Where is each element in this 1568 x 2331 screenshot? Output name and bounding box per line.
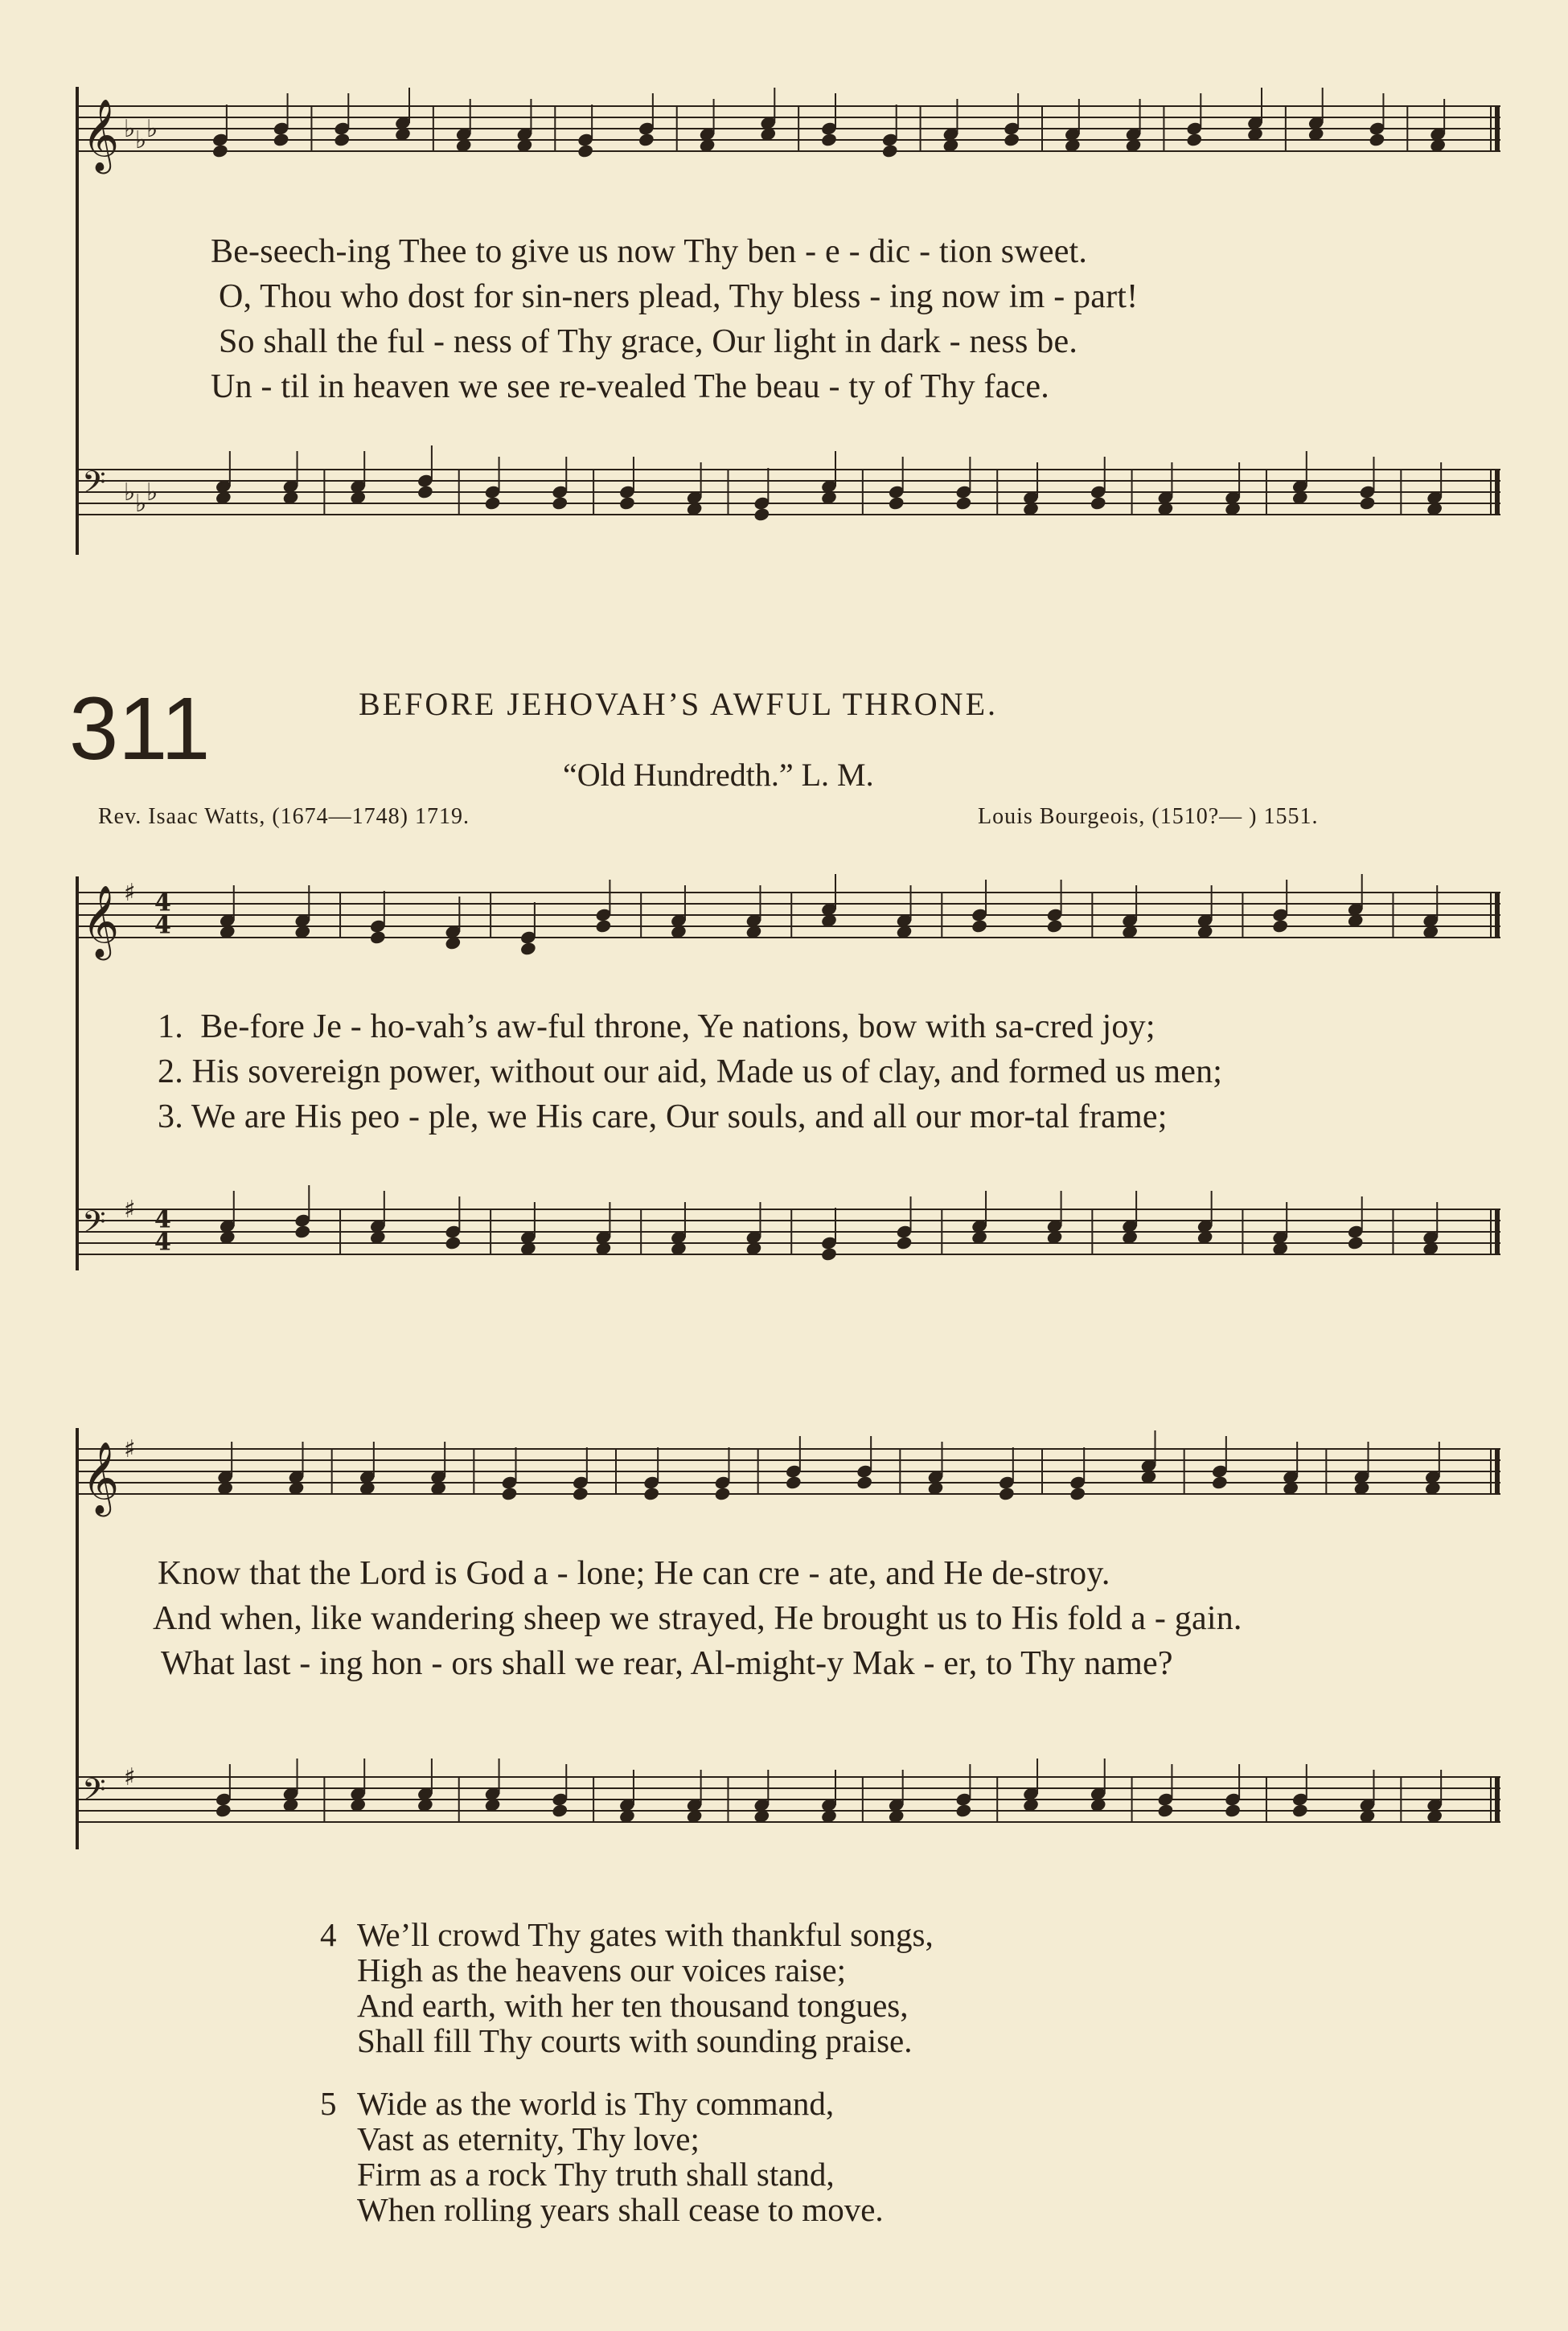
music-staff-bass [77, 466, 1500, 518]
note-head [551, 495, 569, 511]
bass-clef-icon: 𝄢 [82, 464, 106, 507]
treble-clef-icon: 𝄞 [82, 885, 120, 958]
note-head [551, 1803, 569, 1818]
staff-svg [77, 879, 1500, 958]
note-head [618, 495, 636, 511]
note-head [971, 918, 988, 934]
composer-credit: Louis Bourgeois, (1510?— ) 1551. [978, 804, 1319, 829]
note-head [1291, 1803, 1309, 1818]
note-head [445, 1235, 462, 1250]
verse-line: Wide as the world is Thy command, [357, 2085, 835, 2122]
lyric-line: What last - ing hon - ors shall we rear, Al-might-y Mak - er, to Thy name? [161, 1645, 1173, 1682]
verse-number: 5 [320, 2085, 337, 2122]
sharp-icon: ♯ [124, 1435, 136, 1463]
hymn-title: BEFORE JEHOVAH’S AWFUL THRONE. [359, 686, 998, 722]
flat-icon: ♭ [124, 115, 136, 143]
note-head [1157, 1803, 1175, 1818]
note-head [820, 132, 838, 147]
note-head [881, 143, 899, 158]
lyric-line: And when, like wandering sheep we strayed, He brought us to His fold a - gain. [153, 1600, 1242, 1637]
note-head [714, 1486, 732, 1501]
note-head [753, 507, 770, 522]
note-head [896, 1235, 913, 1250]
note-head [642, 1486, 660, 1501]
note-head [1271, 918, 1289, 934]
note-head [369, 930, 387, 945]
time-signature: 4 [154, 1205, 171, 1234]
verse-line: When rolling years shall cease to move. [357, 2191, 884, 2228]
staff-svg [77, 466, 1500, 524]
sharp-icon: ♯ [124, 1763, 136, 1791]
staff-svg [77, 1435, 1500, 1514]
staff-svg [77, 1763, 1500, 1832]
lyric-line: 3. We are His peo - ple, we His care, Our souls, and all our mor-tal frame; [158, 1098, 1168, 1135]
note-head [333, 132, 351, 147]
note-head [1347, 1235, 1365, 1250]
note-head [273, 132, 290, 147]
verse-number: 4 [320, 1916, 337, 1953]
flat-icon: ♭ [124, 478, 136, 507]
staff-svg [77, 99, 1500, 171]
verse-line: Firm as a rock Thy truth shall stand, [357, 2156, 835, 2193]
flat-icon: ♭ [135, 490, 147, 518]
note-head [638, 132, 655, 147]
note-head [417, 484, 434, 499]
note-head [519, 941, 537, 956]
music-staff-treble [77, 879, 1500, 958]
note-head [211, 143, 229, 158]
bass-clef-icon: 𝄢 [82, 1771, 106, 1815]
note-head [501, 1486, 519, 1501]
time-signature: 4 [154, 1228, 171, 1257]
note-head [1046, 918, 1064, 934]
note-head [215, 1803, 232, 1818]
staff-svg [77, 1196, 1500, 1264]
lyric-line: Be-seech-ing Thee to give us now Thy ben - e - dic - tion sweet. [211, 233, 1088, 270]
lyric-line: 2. His sovereign power, without our aid, Made us of clay, and formed us men; [158, 1053, 1223, 1090]
lyric-line: O, Thou who dost for sin-ners plead, Thy bless - ing now im - part! [219, 278, 1139, 315]
note-head [1185, 132, 1203, 147]
note-head [1090, 495, 1107, 511]
note-head [1211, 1475, 1229, 1490]
verse-line: High as the heavens our voices raise; [357, 1951, 846, 1988]
note-head [577, 143, 594, 158]
flat-icon: ♭ [146, 478, 158, 507]
treble-clef-icon: 𝄞 [82, 99, 120, 171]
verse-line: And earth, with her ten thousand tongues, [357, 1987, 909, 2024]
lyric-line: Un - til in heaven we see re-vealed The beau - ty of Thy face. [211, 368, 1049, 405]
bass-clef-icon: 𝄢 [82, 1204, 106, 1247]
author-credit: Rev. Isaac Watts, (1674—1748) 1719. [98, 804, 470, 829]
note-head [955, 495, 973, 511]
note-head [1369, 132, 1386, 147]
flat-icon: ♭ [146, 115, 158, 143]
note-head [998, 1486, 1016, 1501]
flat-icon: ♭ [135, 126, 147, 154]
note-head [785, 1475, 802, 1490]
lyric-line: Know that the Lord is God a - lone; He can cre - ate, and He de-stroy. [158, 1555, 1110, 1592]
note-head [888, 495, 905, 511]
music-staff-treble [77, 1435, 1500, 1514]
tune-name: “Old Hundredth.” L. M. [563, 757, 874, 793]
verse-line: We’ll crowd Thy gates with thankful songs, [357, 1916, 934, 1953]
note-head [1069, 1486, 1086, 1501]
lyric-line: 1. Be-fore Je - ho-vah’s aw-ful throne, Ye nations, bow with sa-cred joy; [158, 1008, 1155, 1045]
treble-clef-icon: 𝄞 [82, 1442, 120, 1514]
time-signature: 4 [154, 888, 171, 917]
music-staff-treble [77, 99, 1500, 171]
note-head [955, 1803, 973, 1818]
note-head [1224, 1803, 1242, 1818]
note-head [856, 1475, 873, 1490]
note-head [293, 1224, 311, 1239]
note-head [595, 918, 613, 934]
verse-line: Shall fill Thy courts with sounding praise. [357, 2022, 913, 2059]
note-head [1003, 132, 1020, 147]
note-head [484, 495, 502, 511]
music-staff-bass [77, 1763, 1500, 1825]
note-head [820, 1246, 838, 1262]
lyric-line: So shall the ful - ness of Thy grace, Our light in dark - ness be. [219, 323, 1078, 360]
time-signature: 4 [154, 911, 171, 940]
note-head [1359, 495, 1377, 511]
sharp-icon: ♯ [124, 879, 136, 907]
sharp-icon: ♯ [124, 1196, 136, 1224]
note-head [572, 1486, 589, 1501]
verse-line: Vast as eternity, Thy love; [357, 2120, 700, 2157]
hymn-number: 311 [69, 679, 211, 778]
music-staff-bass [77, 1196, 1500, 1258]
